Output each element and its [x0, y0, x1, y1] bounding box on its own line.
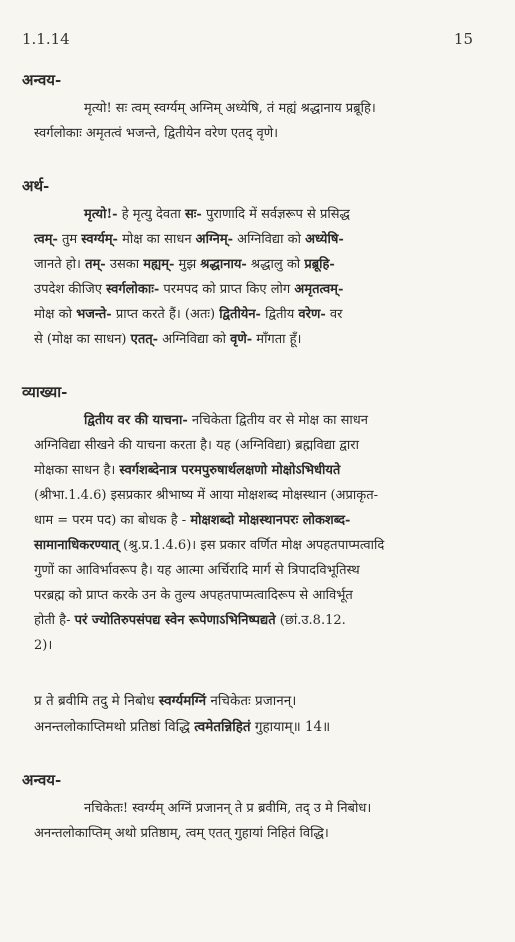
vyakhya-section [22, 382, 493, 658]
mantra-verse [22, 688, 493, 740]
artha-line: त्वम्- तुम स्वर्ग्यम्- मोक्ष का साधन अग्निम्- अग्निविद्या को अध्येषि- [34, 232, 344, 247]
artha-line: से (मोक्ष का साधन) एतत्- अग्निविद्या को वृणे- माँगता हूँ। [34, 332, 302, 347]
vyakhya-line: परब्रह्म को प्राप्त करके उन के तुल्य अपहतपाप्मत्वादिरूप से आविर्भूत [34, 588, 353, 603]
vyakhya-line: (श्रीभा.1.4.6) इसप्रकार श्रीभाष्य में आया मोक्षशब्द मोक्षस्थान (अप्राकृत- [34, 488, 379, 503]
vyakhya-line: मोक्षका साधन है। स्वर्गशब्देनात्र परमपुरुषार्थलक्षणो मोक्षोऽभिधीयते [34, 463, 341, 478]
anvaya-line: मृत्यो! सः त्वम् स्वर्ग्यम् अग्निम् अध्येषि, तं मह्यं श्रद्धानाय प्रब्रूहि। [84, 101, 376, 116]
vyakhya-line: गुणों का आविर्भावरूप है। यह आत्मा अर्चिरादि मार्ग से त्रिपादविभूतिस्थ [34, 563, 360, 578]
vyakhya-line: द्वितीय वर की याचना- नचिकेता द्वितीय वर से मोक्ष का साधन [84, 413, 368, 428]
anvaya-line: स्वर्गलोकाः अमृतत्वं भजन्ते, द्वितीयेन वरेण एतद् वृणे। [34, 126, 279, 141]
artha-line: मोक्ष को भजन्ते- प्राप्त करते हैं। (अतः) द्वितीयेन- द्वितीय वरेण- वर [34, 307, 343, 322]
section-heading: अर्थ- [22, 177, 50, 195]
anvaya-section [22, 70, 493, 146]
artha-line: उपदेश कीजिए स्वर्गलोकाः- परमपद को प्राप्त किए लोग अमृतत्वम्- [34, 282, 344, 297]
section-heading: अन्वय- [22, 771, 62, 789]
anvaya-line: नचिकेतः! स्वर्ग्यम् अग्निं प्रजानन् ते प्र ब्रवीमि, तद् उ मे निबोध। [84, 801, 372, 816]
vyakhya-line: 2)। [34, 638, 53, 653]
artha-line: मृत्यो!- हे मृत्यु देवता सः- पुराणादि में सर्वज्ञरूप से प्रसिद्ध [84, 207, 350, 222]
page-number: 15 [453, 30, 473, 48]
section-heading: व्याख्या- [22, 383, 68, 401]
page-header [22, 30, 493, 48]
artha-line: जानते हो। तम्- उसका मह्यम्- मुझ श्रद्धानाय- श्रद्धालु को प्रब्रूहि- [34, 257, 335, 272]
artha-section [22, 176, 493, 352]
vyakhya-line: धाम = परम पद) का बोधक है - मोक्षशब्दो मोक्षस्थानपरः लोकशब्द- [34, 513, 351, 528]
verse-line: अनन्तलोकाप्तिमथो प्रतिष्ठां विद्धि त्वमेतन्निहितं गुहायाम्॥ 14॥ [34, 719, 331, 735]
vyakhya-line: सामानाधिकरण्यात् (श्रु.प्र.1.4.6)। इस प्रकार वर्णित मोक्ष अपहतपाप्मत्वादि [34, 538, 385, 553]
section-heading: अन्वय- [22, 71, 62, 89]
anvaya-section [22, 770, 493, 846]
verse-reference: 1.1.14 [22, 30, 70, 48]
vyakhya-line: अग्निविद्या सीखने की याचना करता है। यह (अग्निविद्या) ब्रह्मविद्या द्वारा [34, 438, 359, 453]
verse-line: प्र ते ब्रवीमि तदु मे निबोध स्वर्ग्यमग्निं नचिकेतः प्रजानन्। [34, 693, 297, 709]
vyakhya-line: होती है- परं ज्योतिरुपसंपद्य स्वेन रूपेणाऽभिनिष्पद्यते (छां.उ.8.12. [34, 613, 346, 628]
anvaya-line: अनन्तलोकाप्तिम् अथो प्रतिष्ठाम्, त्वम् एतत् गुहायां निहितं विद्धि। [34, 826, 329, 841]
